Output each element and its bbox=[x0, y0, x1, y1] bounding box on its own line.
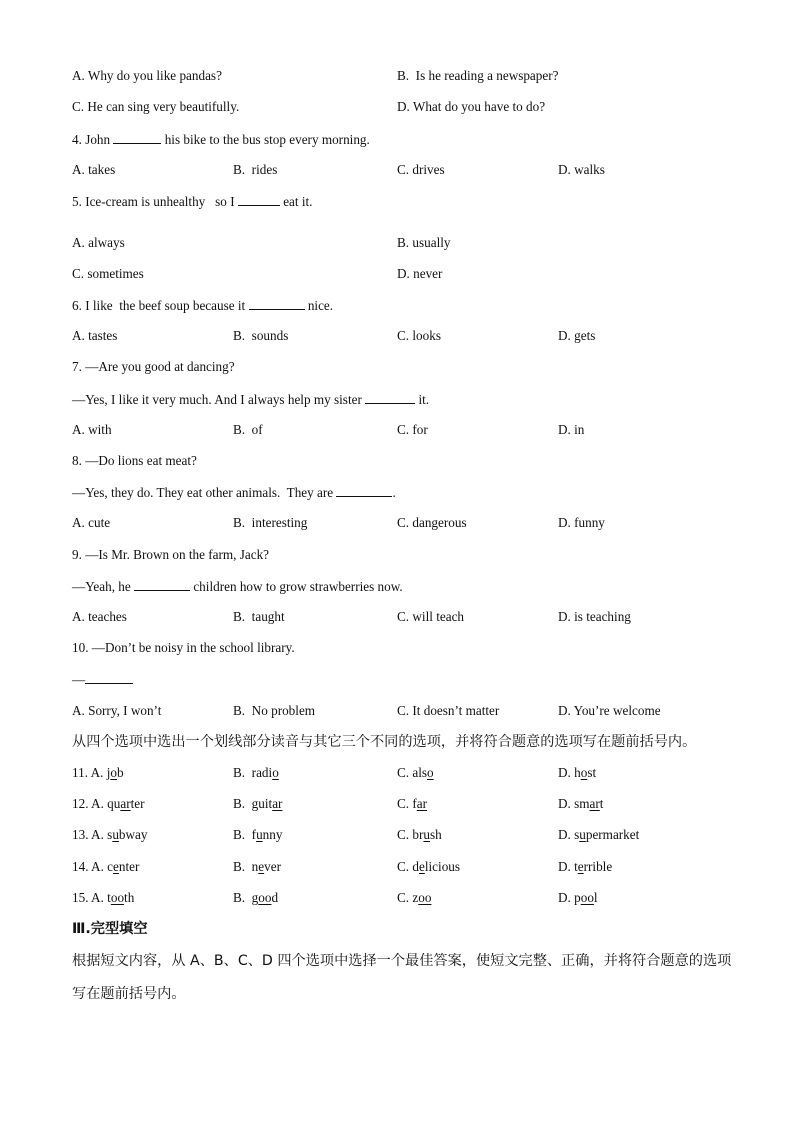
phonetics-13-option-c bbox=[397, 826, 442, 844]
word-part: D. sm bbox=[558, 796, 590, 811]
q4-option-d: D. walks bbox=[558, 162, 605, 177]
q8-line2-before: —Yes, they do. They eat other animals. They are bbox=[72, 485, 337, 500]
underlined-letters: e bbox=[258, 859, 265, 874]
answer-blank bbox=[249, 296, 305, 310]
q9-line2-after: children how to grow strawberries now. bbox=[190, 579, 403, 594]
question-number: 14. A. bbox=[72, 859, 108, 874]
word-part: permarket bbox=[585, 827, 640, 842]
phonetics-11-option-b bbox=[233, 764, 279, 782]
word-part: B. g bbox=[233, 890, 259, 905]
q5-option-c: C. sometimes bbox=[72, 266, 144, 281]
q5-stem bbox=[72, 192, 312, 211]
q5-stem-after: eat it. bbox=[279, 194, 313, 209]
answer-blank bbox=[113, 130, 161, 144]
q8-option-d: D. funny bbox=[558, 515, 605, 530]
q9-option-d: D. is teaching bbox=[558, 609, 631, 624]
q8-option-c: C. dangerous bbox=[397, 515, 467, 530]
phonetics-11-option-d bbox=[558, 764, 596, 782]
q7-answer-line bbox=[72, 390, 429, 409]
underlined-letters: ar bbox=[272, 796, 283, 811]
q7-line2-before: —Yes, I like it very much. And I always help my sister bbox=[72, 392, 366, 407]
word-part: D. t bbox=[558, 859, 578, 874]
phonetics-13-option-b bbox=[233, 826, 282, 844]
q4-stem bbox=[72, 130, 370, 149]
q6-option-c: C. looks bbox=[397, 328, 441, 343]
q6-stem bbox=[72, 296, 333, 315]
phonetics-14-option-d bbox=[558, 858, 612, 876]
word-part: C. z bbox=[397, 890, 419, 905]
q8-option-b: B. interesting bbox=[233, 515, 308, 530]
word-part: qu bbox=[107, 796, 121, 811]
underlined-letters: o bbox=[427, 765, 434, 780]
underlined-letters: oo bbox=[418, 890, 432, 905]
answer-blank bbox=[85, 670, 133, 684]
q8-answer-line bbox=[72, 483, 396, 502]
q10-line2-before: — bbox=[72, 672, 86, 687]
word-part: ter bbox=[130, 796, 145, 811]
q10-option-d: D. You’re welcome bbox=[558, 703, 661, 718]
word-part: rrible bbox=[583, 859, 613, 874]
underlined-letters: o bbox=[580, 765, 588, 780]
word-part: ver bbox=[264, 859, 281, 874]
section-instruction-line2: 写在题前括号内。 bbox=[72, 986, 186, 1002]
q7-question: 7. —Are you good at dancing? bbox=[72, 359, 235, 374]
word-part: b bbox=[116, 765, 124, 780]
underlined-letters: e bbox=[577, 859, 584, 874]
underlined-letters: ar bbox=[589, 796, 600, 811]
word-part: nter bbox=[118, 859, 140, 874]
q9-option-a: A. teaches bbox=[72, 609, 127, 624]
q3-option-c: C. He can sing very beautifully. bbox=[72, 99, 240, 114]
answer-blank bbox=[336, 483, 392, 497]
q4-option-c: C. drives bbox=[397, 162, 445, 177]
word-part: s bbox=[107, 827, 113, 842]
q7-option-d: D. in bbox=[558, 422, 585, 437]
phonetics-13-option-d bbox=[558, 826, 639, 844]
q9-answer-line bbox=[72, 577, 403, 596]
phonetics-15-option-c bbox=[397, 889, 431, 907]
question-number: 13. A. bbox=[72, 827, 108, 842]
q9-line2-before: —Yeah, he bbox=[72, 579, 135, 594]
q8-question: 8. —Do lions eat meat? bbox=[72, 453, 197, 468]
word-part: c bbox=[107, 859, 114, 874]
underlined-letters: oo bbox=[580, 890, 594, 905]
q10-option-a: A. Sorry, I won’t bbox=[72, 703, 162, 718]
q3-option-d: D. What do you have to do? bbox=[397, 99, 546, 114]
question-number: 11. A. bbox=[72, 765, 107, 780]
underlined-letters: o bbox=[110, 765, 117, 780]
phonetics-instruction: 从四个选项中选出一个划线部分读音与其它三个不同的选项，并将符合题意的选项写在题前括号内。 bbox=[72, 734, 697, 750]
q6-option-d: D. gets bbox=[558, 328, 596, 343]
q10-question: 10. —Don’t be noisy in the school library. bbox=[72, 640, 295, 655]
section-heading: Ⅲ.完型填空 bbox=[72, 921, 148, 937]
answer-blank bbox=[365, 390, 415, 404]
word-part: t bbox=[107, 890, 111, 905]
q3-option-b: B. Is he reading a newspaper? bbox=[397, 68, 559, 83]
phonetics-15-option-a bbox=[72, 889, 134, 907]
q9-option-b: B. taught bbox=[233, 609, 285, 624]
q6-stem-after: nice. bbox=[304, 298, 334, 313]
q5-stem-before: 5. Ice-cream is unhealthy so I bbox=[72, 194, 238, 209]
answer-blank bbox=[238, 192, 280, 206]
word-part: C. als bbox=[397, 765, 428, 780]
phonetics-11-option-a bbox=[72, 764, 124, 782]
phonetics-14-option-a bbox=[72, 858, 139, 876]
underlined-letters: ar bbox=[120, 796, 131, 811]
word-part: st bbox=[587, 765, 597, 780]
q10-option-b: B. No problem bbox=[233, 703, 316, 718]
word-part: C. f bbox=[397, 796, 417, 811]
underlined-letters: oo bbox=[110, 890, 125, 905]
underlined-letters: oo bbox=[258, 890, 272, 905]
q3-option-a: A. Why do you like pandas? bbox=[72, 68, 222, 83]
q10-option-c: C. It doesn’t matter bbox=[397, 703, 500, 718]
word-part: B. n bbox=[233, 859, 259, 874]
phonetics-12-option-c bbox=[397, 795, 427, 813]
q8-line2-after: . bbox=[392, 485, 396, 500]
q10-answer-line bbox=[72, 670, 133, 689]
underlined-letters: e bbox=[113, 859, 119, 874]
word-part: j bbox=[106, 765, 111, 780]
word-part: C. d bbox=[397, 859, 419, 874]
q9-question: 9. —Is Mr. Brown on the farm, Jack? bbox=[72, 547, 270, 562]
underlined-letters: u bbox=[423, 827, 430, 842]
word-part: l bbox=[593, 890, 598, 905]
phonetics-12-option-a bbox=[72, 795, 145, 813]
word-part: bway bbox=[118, 827, 148, 842]
phonetics-14-option-c bbox=[397, 858, 460, 876]
q5-option-d: D. never bbox=[397, 266, 443, 281]
phonetics-15-option-b bbox=[233, 889, 278, 907]
q7-option-b: B. of bbox=[233, 422, 263, 437]
section-instruction-line1: 根据短文内容，从 A、B、C、D 四个选项中选择一个最佳答案，使短文完整、正确，并将符合题意的选项 bbox=[72, 953, 732, 969]
word-part: licious bbox=[424, 859, 461, 874]
answer-blank bbox=[134, 577, 190, 591]
underlined-letters: u bbox=[112, 827, 119, 842]
q8-option-a: A. cute bbox=[72, 515, 111, 530]
q4-stem-after: his bike to the bus stop every morning. bbox=[161, 132, 370, 147]
q6-option-b: B. sounds bbox=[233, 328, 289, 343]
phonetics-12-option-d bbox=[558, 795, 603, 813]
word-part: nny bbox=[262, 827, 283, 842]
word-part: D. p bbox=[558, 890, 581, 905]
underlined-letters: ar bbox=[416, 796, 428, 811]
q5-option-a: A. always bbox=[72, 235, 125, 250]
word-part: C. br bbox=[397, 827, 424, 842]
underlined-letters: o bbox=[272, 765, 279, 780]
word-part: th bbox=[124, 890, 135, 905]
phonetics-12-option-b bbox=[233, 795, 282, 813]
q7-option-a: A. with bbox=[72, 422, 112, 437]
word-part: B. f bbox=[233, 827, 257, 842]
q6-option-a: A. tastes bbox=[72, 328, 118, 343]
word-part: t bbox=[599, 796, 604, 811]
phonetics-11-option-c bbox=[397, 764, 434, 782]
phonetics-15-option-d bbox=[558, 889, 598, 907]
word-part: B. guit bbox=[233, 796, 273, 811]
q4-stem-before: 4. John bbox=[72, 132, 114, 147]
q9-option-c: C. will teach bbox=[397, 609, 465, 624]
word-part: B. radi bbox=[233, 765, 273, 780]
question-number: 12. A. bbox=[72, 796, 108, 811]
q7-option-c: C. for bbox=[397, 422, 428, 437]
word-part: D. s bbox=[558, 827, 580, 842]
phonetics-13-option-a bbox=[72, 826, 147, 844]
q4-option-a: A. takes bbox=[72, 162, 116, 177]
q5-option-b: B. usually bbox=[397, 235, 451, 250]
underlined-letters: u bbox=[579, 827, 586, 842]
phonetics-14-option-b bbox=[233, 858, 281, 876]
q6-stem-before: 6. I like the beef soup because it bbox=[72, 298, 249, 313]
q4-option-b: B. rides bbox=[233, 162, 278, 177]
q7-line2-after: it. bbox=[415, 392, 430, 407]
word-part: d bbox=[271, 890, 279, 905]
word-part: sh bbox=[429, 827, 442, 842]
word-part: D. h bbox=[558, 765, 581, 780]
underlined-letters: e bbox=[418, 859, 425, 874]
underlined-letters: u bbox=[256, 827, 263, 842]
question-number: 15. A. bbox=[72, 890, 108, 905]
